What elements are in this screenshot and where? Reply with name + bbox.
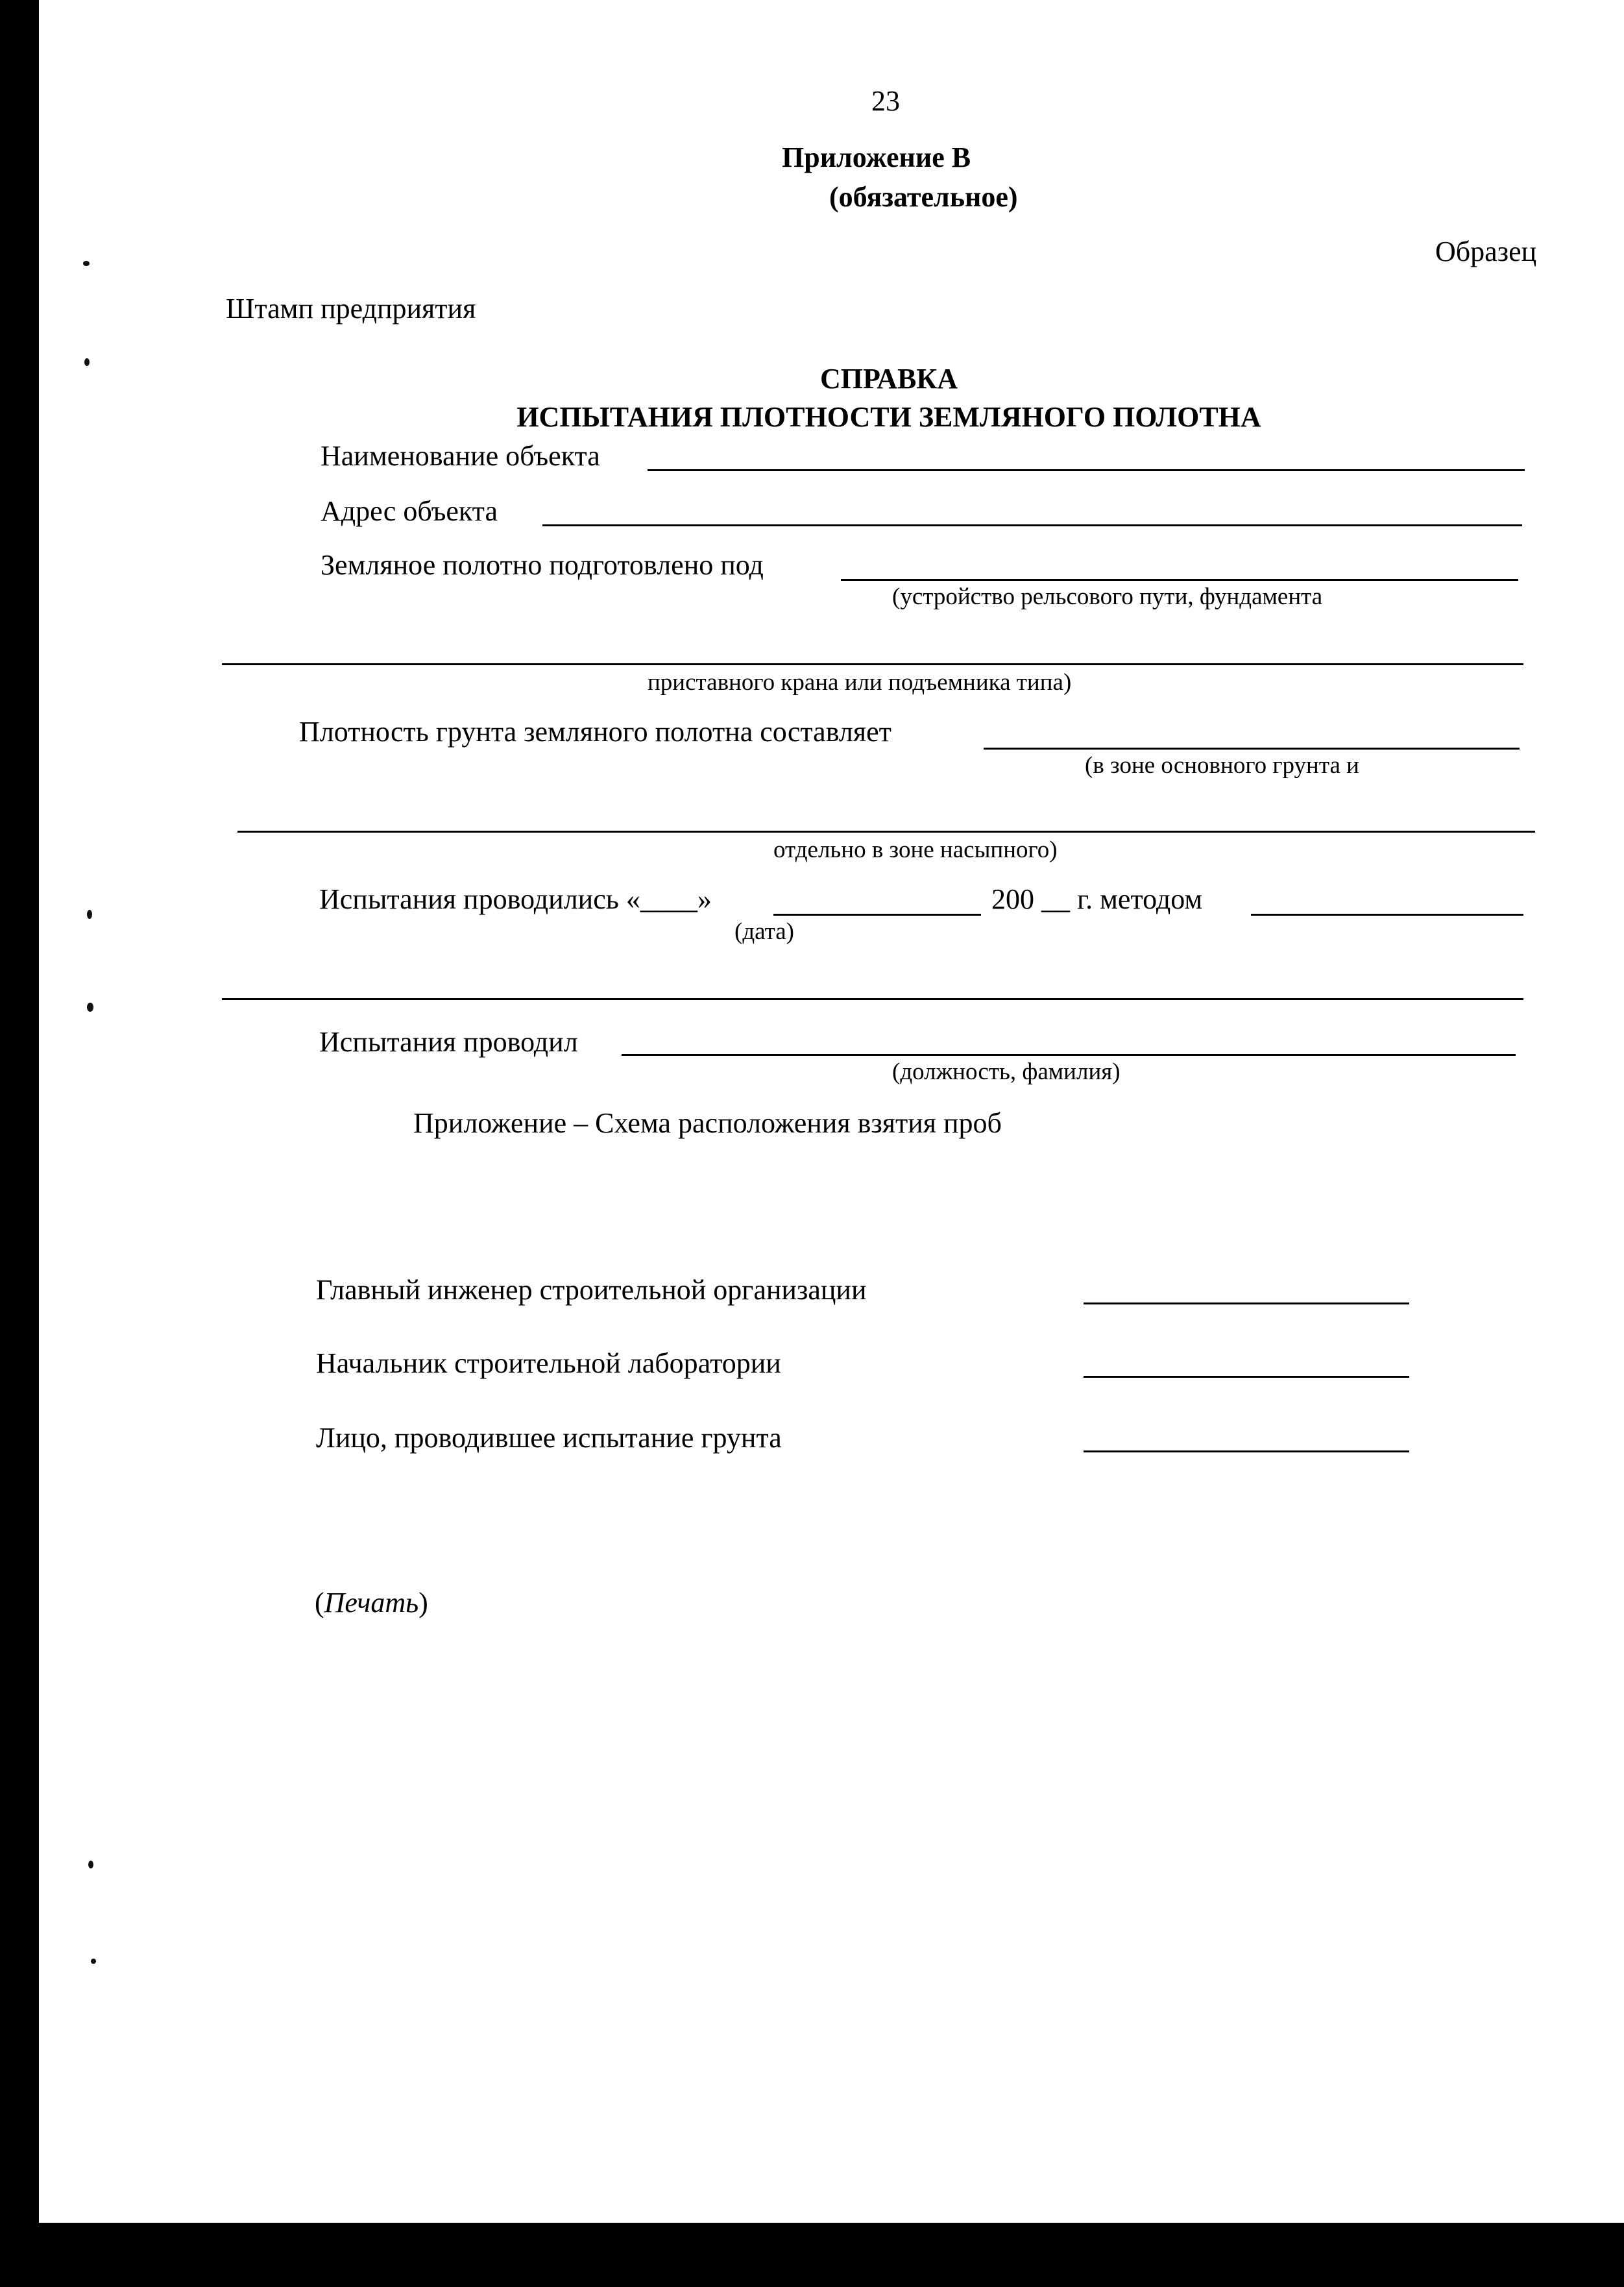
tester-label: Испытания проводил	[319, 1026, 578, 1058]
doc-subtitle: ИСПЫТАНИЯ ПЛОТНОСТИ ЗЕМЛЯНОГО ПОЛОТНА	[516, 401, 1261, 433]
tester-line[interactable]	[622, 1054, 1516, 1056]
tests-method-line[interactable]	[1251, 914, 1523, 916]
attachment-note: Приложение – Схема расположения взятия проб	[413, 1107, 1002, 1139]
stamp-label: Штамп предприятия	[226, 293, 476, 324]
prepared-for-line[interactable]	[841, 579, 1518, 581]
tests-date-label: Испытания проводились «____»	[319, 883, 712, 915]
object-address-label: Адрес объекта	[321, 495, 498, 527]
scan-speck	[84, 358, 90, 366]
date-hint: (дата)	[734, 918, 794, 945]
signature-tester-label: Лицо, проводившее испытание грунта	[316, 1422, 782, 1454]
tests-year-label: 200 __ г. методом	[991, 883, 1203, 915]
scan-border-left	[0, 0, 39, 2287]
density-line-2[interactable]	[237, 831, 1535, 833]
tests-date-line[interactable]	[773, 914, 981, 916]
seal-placeholder: (Печать)	[315, 1587, 428, 1619]
object-address-line[interactable]	[542, 524, 1522, 526]
object-name-line[interactable]	[648, 469, 1525, 471]
seal-label: Печать	[324, 1587, 419, 1619]
density-hint-2: отдельно в зоне насыпного)	[773, 837, 1058, 863]
signature-chief-engineer-line[interactable]	[1084, 1302, 1409, 1304]
prepared-for-line-2[interactable]	[222, 663, 1523, 665]
sample-label: Образец	[1435, 236, 1537, 267]
tester-hint: (должность, фамилия)	[892, 1058, 1121, 1085]
scan-speck	[88, 1861, 93, 1868]
page-number: 23	[871, 85, 900, 117]
scan-speck	[91, 1959, 96, 1964]
doc-title: СПРАВКА	[819, 363, 958, 395]
signature-tester-line[interactable]	[1084, 1450, 1409, 1452]
prepared-for-label: Земляное полотно подготовлено под	[321, 549, 764, 581]
density-hint: (в зоне основного грунта и	[1085, 752, 1359, 779]
scan-speck	[87, 910, 92, 919]
prepared-for-hint-2: приставного крана или подъемника типа)	[648, 669, 1072, 696]
scan-speck	[83, 261, 90, 266]
scan-border-bottom	[0, 2223, 1624, 2287]
signature-chief-engineer-label: Главный инженер строительной организации	[316, 1274, 867, 1306]
tests-method-line-2[interactable]	[222, 998, 1523, 1000]
object-name-label: Наименование объекта	[321, 440, 600, 472]
density-label: Плотность грунта земляного полотна составляет	[299, 716, 891, 748]
density-line[interactable]	[984, 748, 1520, 750]
signature-lab-head-line[interactable]	[1084, 1376, 1409, 1378]
appendix-title: Приложение В	[782, 141, 971, 173]
appendix-status: (обязательное)	[829, 181, 1018, 213]
signature-lab-head-label: Начальник строительной лаборатории	[316, 1347, 781, 1379]
prepared-for-hint: (устройство рельсового пути, фундамента	[892, 583, 1323, 610]
scan-speck	[87, 1003, 93, 1012]
